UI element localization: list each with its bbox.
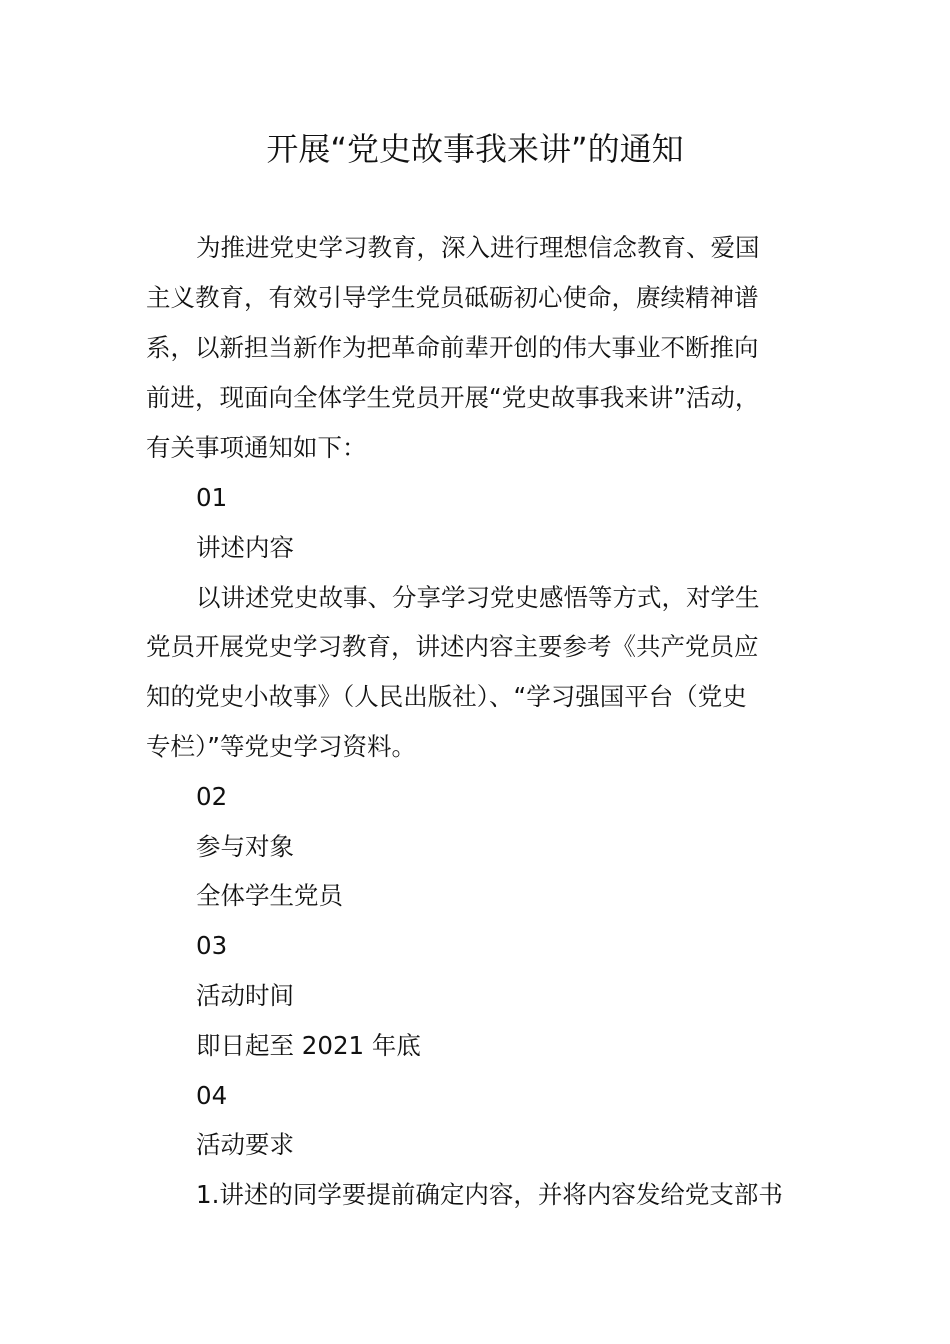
intro-line-1: 为推进党史学习教育，深入进行理想信念教育、爱国 [196, 233, 760, 262]
section-1-line-2: 党员开展党史学习教育，讲述内容主要参考《共产党员应 [146, 632, 759, 661]
intro-line-3: 系，以新担当新作为把革命前辈开创的伟大事业不断推向 [146, 333, 759, 362]
section-2-heading: 参与对象 [196, 832, 294, 861]
section-3-number: 03 [196, 931, 228, 960]
section-1-line-4: 专栏）”等党史学习资料。 [146, 732, 416, 761]
section-2-number: 02 [196, 782, 228, 811]
section-4-heading: 活动要求 [196, 1130, 294, 1159]
section-3-heading: 活动时间 [196, 981, 294, 1010]
section-1-number: 01 [196, 483, 228, 512]
intro-line-5: 有关事项通知如下： [146, 433, 367, 462]
section-1-heading: 讲述内容 [196, 533, 294, 562]
section-4-text: 1.讲述的同学要提前确定内容，并将内容发给党支部书 [196, 1180, 783, 1209]
intro-line-2: 主义教育，有效引导学生党员砥砺初心使命，赓续精神谱 [146, 283, 759, 312]
intro-line-4: 前进，现面向全体学生党员开展“党史故事我来讲”活动， [146, 383, 760, 412]
document-title: 开展“党史故事我来讲”的通知 [266, 130, 684, 168]
section-2-text: 全体学生党员 [196, 881, 343, 910]
section-1-line-3: 知的党史小故事》（人民出版社）、“学习强国平台（党史 [146, 682, 747, 711]
section-4-number: 04 [196, 1081, 228, 1110]
section-1-line-1: 以讲述党史故事、分享学习党史感悟等方式，对学生 [196, 583, 760, 612]
section-3-text: 即日起至 2021 年底 [196, 1031, 421, 1060]
